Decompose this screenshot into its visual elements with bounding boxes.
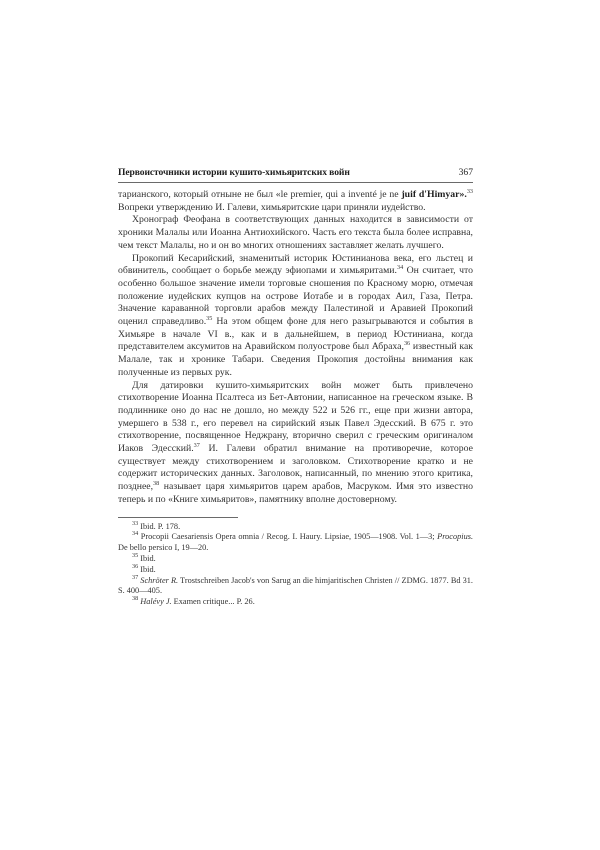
footnote-divider (118, 517, 238, 518)
paragraph-3: Прокопий Кесарийский, знаменитый историк Юстинианова века, его льстец и обвинитель, сообщает о борьбе между эфиопами и химьяритами.$^{34}$ Он считает, что особенно большое значение имели торговые сношения по Красному морю, отмечая положение иудейских купцов на острове Иотабе и в городах Аил, Газа, Петра. Значение караванной торговли арабов между Палестиной и Аравией Прокопий оценил справедливо.$^{35}$ На этом общем фоне для него разыгрываются и события в Химьяре в начале VI в., как и в дальнейшем, в период Юстиниана, когда представителем аксумитов на Аравийском полуострове был Абраха,$^{36}$ известный как Малале, так и хронике Табари. Сведения Прокопия достойны внимания как полученные из первых рук. (118, 252, 474, 378)
paragraph-2: Хронограф Феофана в соответствующих данных находится в зависимости от хроники Малалы или Иоанна Антиохийского. Часть его текста была более исправна, чем текст Малалы, но и он во многих отношениях заставляет желать лучшего. (118, 214, 473, 251)
page-number: 367 (458, 167, 473, 178)
book-page (118, 166, 473, 608)
paragraph-1: тарианского, который отныне не был «le premier, qui a inventé je ne juif d'Himyar».$^{33}$ Вопреки утверждению И. Галеви, химьяритские цари приняли иудейство. (118, 187, 473, 213)
note-ref-34[interactable]: 34 (396, 263, 404, 271)
note-ref-38[interactable]: 38 (153, 479, 160, 487)
footnote-33: $^{33}$ Ibid. P. 178. (132, 519, 181, 531)
note-ref-33[interactable]: 33 (466, 187, 473, 195)
note-ref-37[interactable]: 37 (193, 441, 200, 449)
running-title: Первоисточники истории кушито-химьяритских войн (118, 167, 350, 178)
footnote-37: $^{37}$ Schröter R. Trostschreiben Jacob's von Sarug an die himjaritischen Christen // ZDMG. 1877. Bd 31. S. 400—405. (118, 573, 474, 596)
body-text (118, 189, 473, 507)
paragraph-4: Для датировки кушито-химьяритских войн может быть привлечено стихотворение Иоанна Псалтеса из Бет-Автонии, написанное на греческом языке. В подлиннике оно до нас не дошло, но между 522 и 526 гг., еще при жизни автора, умершего в 538 г., его перевел на сирийский язык Павел Эдесский. В 675 г. это стихотворение, посвященное Неджрану, вторично сверил с греческим оригиналом Иаков Эдесский.$^{37}$ И. Галеви обратил внимание на противоречие, которое существует между стихотворением и заголовком. Стихотворение кратко и не содержит исторических данных. Заголовок, написанный, по мнению этого критика, позднее,$^{38}$ называет царя химьяритов царем арабов, Масруком. Имя это известно теперь и по «Книге химьяритов», памятнику вполне достоверному. (118, 379, 473, 505)
footnote-34: $^{34}$ Procopii Caesariensis Opera omnia / Recog. I. Haury. Lipsiae, 1905—1908. Vol. 1—3; Procopius. De bello persico I, 19—20. (118, 530, 474, 553)
bold-quote: juif d'Himyar». (401, 189, 467, 200)
note-ref-35[interactable]: 35 (206, 314, 213, 322)
footnotes (118, 519, 474, 608)
running-head (118, 166, 473, 183)
footnote-35: $^{35}$ Ibid. (132, 552, 156, 563)
note-ref-36[interactable]: 36 (403, 340, 411, 348)
footnote-36: $^{36}$ Ibid. (132, 563, 156, 574)
footnote-38: $^{38}$ Halévy J. Examen critique... P. 26. (132, 595, 255, 607)
